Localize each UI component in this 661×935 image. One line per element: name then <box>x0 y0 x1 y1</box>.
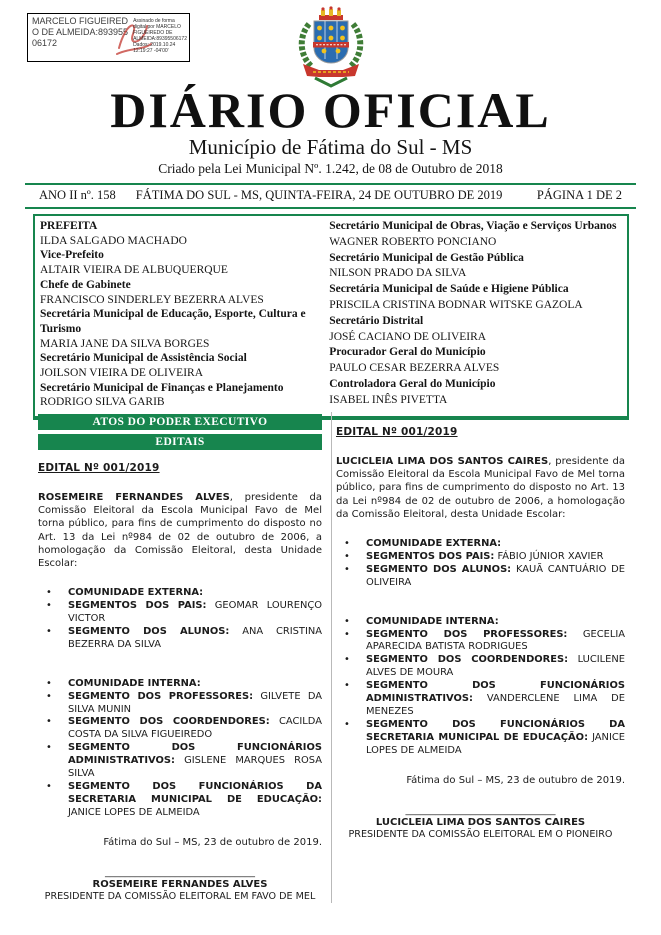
bullet-item <box>38 587 322 600</box>
official-name: ALTAIR VIEIRA DE ALBUQUERQUE <box>40 264 228 277</box>
signature-name: LUCICLEIA LIMA DOS SANTOS CAIRES <box>375 816 586 828</box>
bullet-label: SEGMENTO DOS ALUNOS: <box>366 563 512 575</box>
masthead <box>0 84 661 177</box>
official-name: MARIA JANE DA SILVA BORGES <box>40 337 210 350</box>
edital-intro-text: , presidente da Comissão Eleitoral da Escola Municipal Favo de Mel torna público, para fins de cumprimento do disposto no Art. 13 da Lei nº984 de 02 de outubro de 2006, a homologação da Comissão Eleitoral, desta Unidade Escolar: <box>336 456 625 520</box>
bullet-value: GEOMAR LOURENÇO VICTOR <box>68 600 322 625</box>
bullet-list-external <box>38 587 322 652</box>
bullet-item <box>38 716 322 742</box>
signature-role: PRESIDENTE DA COMISSÃO ELEITORAL EM O PIONEIRO <box>348 828 613 840</box>
gazette-title: DIÁRIO OFICIAL <box>110 82 551 138</box>
edital-intro <box>38 491 322 570</box>
bullet-item <box>38 742 322 781</box>
signature-details <box>131 14 189 61</box>
bullet-label: COMUNIDADE EXTERNA: <box>68 587 204 599</box>
bullet-label: SEGMENTO DOS FUNCIONÁRIOS DA SECRETARIA MUNICIPAL DE EDUCAÇÃO: <box>68 781 322 805</box>
bullet-value: FÁBIO JÚNIOR XAVIER <box>497 550 604 562</box>
bullet-item <box>38 678 322 691</box>
official-title: Vice-Prefeito <box>40 249 104 262</box>
bullet-label: SEGMENTO DOS PROFESSORES: <box>68 690 254 702</box>
edition-number: ANO II nº. 158 <box>39 188 116 202</box>
signature-name: ROSEMEIRE FERNANDES ALVES <box>92 878 268 890</box>
official-title: Secretário Municipal de Gestão Pública <box>329 251 524 264</box>
municipality-subtitle: Município de Fátima do Sul - MS <box>188 135 473 159</box>
official-name: ILDA SALGADO MACHADO <box>40 234 187 247</box>
bullet-label: SEGMENTOS DOS PAIS: <box>68 600 207 612</box>
signature-timestamp: Dados: 2019.10.24 12:19:27 -04'00' <box>133 42 176 54</box>
bullet-item <box>38 600 322 626</box>
official-name: PAULO CESAR BEZERRA ALVES <box>329 362 500 375</box>
bullet-label: COMUNIDADE INTERNA: <box>68 677 201 689</box>
bullet-item <box>336 629 625 655</box>
edital-author-name: ROSEMEIRE FERNANDES ALVES <box>38 492 230 503</box>
signer-name: MARCELO FIGUEIREDO DE ALMEIDA:89395506172 <box>32 16 129 48</box>
official-name: FRANCISCO SINDERLEY BEZERRA ALVES <box>40 293 264 306</box>
bullet-value: LUCILENE ALVES DE MOURA <box>366 654 625 679</box>
bullet-label: SEGMENTO DOS FUNCIONÁRIOS ADMINISTRATIVOS: <box>366 680 625 705</box>
signature-rule: ______________________________ <box>105 866 255 878</box>
signature-detail-text: Assinado de forma digital por MARCELO FIGUEIREDO DE ALMEIDA:89395506172 <box>133 18 187 42</box>
bullet-label: COMUNIDADE EXTERNA: <box>366 538 502 550</box>
bullet-label: SEGMENTO DOS COORDENDORES: <box>68 716 270 728</box>
bullet-list-internal <box>38 678 322 820</box>
bullet-item <box>336 616 625 629</box>
official-title: Secretário Distrital <box>329 314 424 327</box>
bullet-item <box>336 538 625 551</box>
bullet-value: GILVETE DA SILVA MUNIN <box>68 690 323 715</box>
edital-intro <box>336 455 625 521</box>
officials-left-column <box>40 219 322 410</box>
bullet-value: GECELIA APARECIDA BATISTA RODRIGUES <box>366 628 626 653</box>
creation-law-line: Criado pela Lei Municipal Nº. 1.242, de 08 de Outubro de 2018 <box>158 161 503 176</box>
signature-block <box>38 868 322 903</box>
official-title: Controladora Geral do Município <box>329 377 496 390</box>
date-line: Fátima do Sul – MS, 23 de outubro de 2019. <box>406 774 625 786</box>
bullet-item <box>336 654 625 680</box>
bullet-item <box>38 691 322 717</box>
official-title: Secretário Municipal de Obras, Viação e Serviços Urbanos <box>329 220 617 232</box>
official-title: Secretário Municipal de Finanças e Planejamento <box>40 381 284 394</box>
official-name: PRISCILA CRISTINA BODNAR WITSKE GAZOLA <box>329 298 583 311</box>
official-name: RODRIGO SILVA GARIB <box>40 396 165 409</box>
page-number: PÁGINA 1 DE 2 <box>536 188 622 202</box>
bullet-value: JANICE LOPES DE ALMEIDA <box>68 806 200 818</box>
content-left-column <box>38 412 322 903</box>
bullet-label: SEGMENTO DOS PROFESSORES: <box>366 628 568 640</box>
edital-author-name: LUCICLEIA LIMA DOS SANTOS CAIRES <box>336 456 549 467</box>
official-name: NILSON PRADO DA SILVA <box>329 267 467 280</box>
bullet-label: SEGMENTO DOS COORDENDORES: <box>366 654 569 666</box>
bullet-item <box>38 626 322 652</box>
official-name: JOILSON VIEIRA DE OLIVEIRA <box>40 367 204 380</box>
section-banner-atos: ATOS DO PODER EXECUTIVO <box>38 414 322 430</box>
signature-block <box>336 806 625 841</box>
content-right-column <box>331 412 625 903</box>
bullet-label: SEGMENTOS DOS PAIS: <box>366 550 495 562</box>
official-title: Secretário Municipal de Assistência Social <box>40 352 247 365</box>
official-title: Secretária Municipal de Educação, Esporte, Cultura e Turismo <box>40 308 306 335</box>
bullet-value: ANA CRISTINA BEZERRA DA SILVA <box>68 625 323 650</box>
content-area <box>38 412 625 903</box>
bullet-label: SEGMENTO DOS FUNCIONÁRIOS ADMINISTRATIVOS: <box>68 742 322 767</box>
signature-role: PRESIDENTE DA COMISSÃO ELEITORAL EM FAVO DE MEL <box>44 890 316 902</box>
bullet-label: SEGMENTO DOS ALUNOS: <box>68 625 230 637</box>
bullet-value: VANDERCLENE LIMA DE MENEZES <box>366 693 625 717</box>
date-line: Fátima do Sul – MS, 23 de outubro de 2019. <box>103 836 322 848</box>
bullet-list-external <box>336 538 625 590</box>
official-name: ISABEL INÊS PIVETTA <box>329 393 448 406</box>
digital-signature-stamp <box>27 13 190 62</box>
edital-heading: EDITAL Nº 001/2019 <box>336 426 458 438</box>
bullet-value: JANICE LOPES DE ALMEIDA <box>366 731 625 756</box>
official-title: Procurador Geral do Município <box>329 346 486 359</box>
edital-heading: EDITAL Nº 001/2019 <box>38 462 160 474</box>
signature-rule: ______________________________ <box>405 804 556 816</box>
bullet-item <box>336 719 625 758</box>
bullet-item <box>38 781 322 820</box>
bullet-item <box>336 680 625 719</box>
officials-directory <box>33 214 629 420</box>
official-title: PREFEITA <box>40 220 98 232</box>
bullet-value: GISLENE MARQUES ROSA SILVA <box>68 755 323 780</box>
edital-intro-text: , presidente da Comissão Eleitoral da Escola Municipal Favo de Mel torna público, para fins de cumprimento do disposto no Art. 13 da Lei nº984 de 02 de outubro de 2006, a homologação da Comissão Eleitoral, desta Unidade Escolar: <box>38 492 322 570</box>
official-title: Chefe de Gabinete <box>40 278 131 291</box>
bullet-item <box>336 551 625 564</box>
officials-right-column <box>322 219 623 410</box>
edition-header-band <box>25 183 636 209</box>
bullet-label: SEGMENTO DOS FUNCIONÁRIOS DA SECRETARIA MUNICIPAL DE EDUCAÇÃO: <box>366 718 625 743</box>
issue-date: FÁTIMA DO SUL - MS, QUINTA-FEIRA, 24 DE OUTUBRO DE 2019 <box>135 188 503 202</box>
official-name: JOSÉ CACIANO DE OLIVEIRA <box>329 330 487 343</box>
section-banner-editais: EDITAIS <box>38 434 322 450</box>
bullet-list-internal <box>336 616 625 758</box>
official-title: Secretária Municipal de Saúde e Higiene Pública <box>329 283 569 296</box>
official-name: WAGNER ROBERTO PONCIANO <box>329 235 497 248</box>
bullet-label: COMUNIDADE INTERNA: <box>366 615 499 627</box>
bullet-value: KAUÃ CANTUÁRIO DE OLIVEIRA <box>366 563 625 588</box>
bullet-value: CACILDA COSTA DA SILVA FIGUEIREDO <box>68 716 322 741</box>
bullet-item <box>336 564 625 590</box>
municipal-coat-of-arms <box>295 6 367 90</box>
